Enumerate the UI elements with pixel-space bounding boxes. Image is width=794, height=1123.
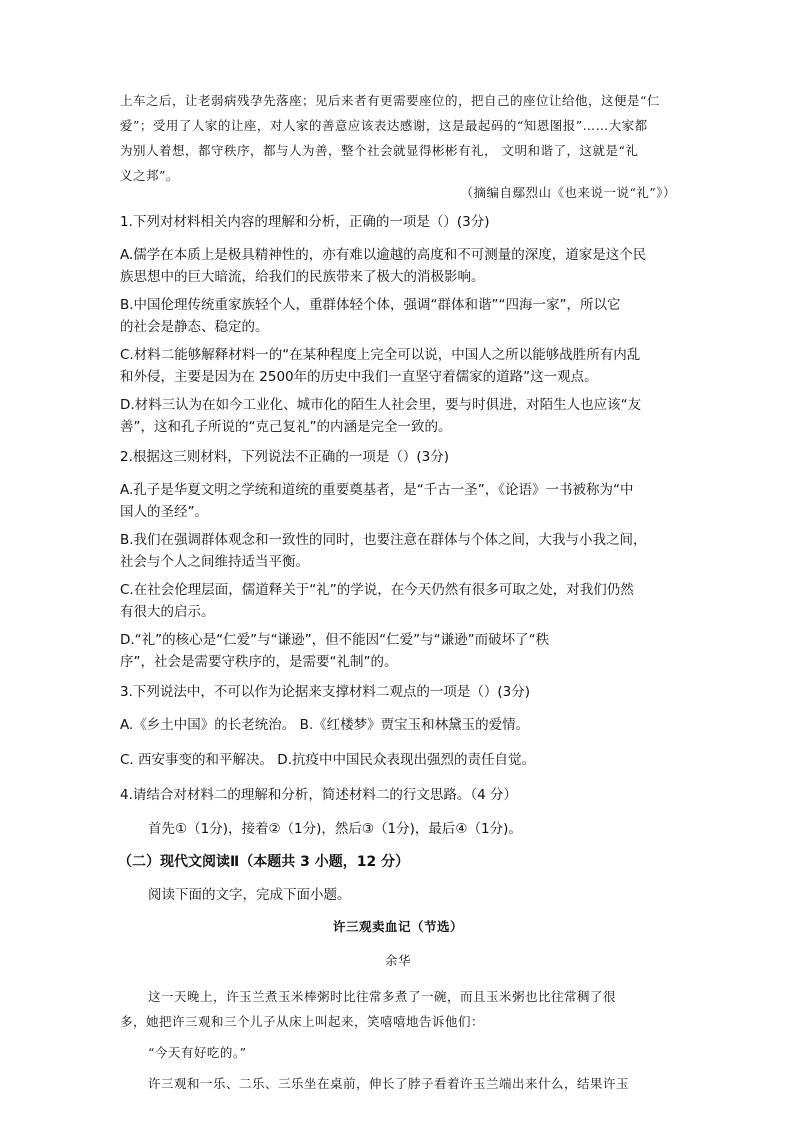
- question-1-option-a: [120, 244, 676, 288]
- story-paragraph-3: 许三观和一乐、二乐、三乐坐在桌前，伸长了脖子看着许玉兰端出来什么，结果许玉: [148, 1076, 630, 1091]
- option-line: B.中国伦理传统重家族轻个人，重群体轻个体，强调“群体和谐”“四海一家”，所以它: [120, 297, 621, 313]
- passage-line: 义之邦”。: [120, 168, 179, 183]
- option-line: A.孔子是华夏文明之学统和道统的重要奠基者，是“千古一圣”，《论语》一书被称为“中: [120, 482, 634, 498]
- story-paragraph-2: “今天有好吃的。”: [148, 1045, 247, 1060]
- option-line: 和外侵，主要是因为在 2500年的历史中我们一直坚守着儒家的道路”这一观点。: [120, 369, 598, 385]
- story-paragraph-1: [120, 984, 676, 1034]
- source-note: （摘编自鄢烈山《也来说一说“礼”》）: [460, 185, 676, 200]
- option-line: D.材料三认为在如今工业化、城市化的陌生人社会里，要与时俱进，对陌生人也应该“友: [120, 397, 642, 413]
- story-line: 这一天晚上，许玉兰煮玉米棒粥时比往常多煮了一碗，而且玉米粥也比往常稠了很: [148, 989, 617, 1004]
- section-heading: （二）现代文阅读Ⅱ（本题共 3 小题，12 分）: [118, 854, 410, 870]
- option-line: D.“礼”的核心是“仁爱”与“谦逊”，但不能因“仁爱”与“谦逊”而破坏了“秩: [120, 632, 550, 648]
- question-2-option-d: [120, 629, 676, 673]
- story-title: 许三观卖血记（节选）: [332, 919, 463, 934]
- question-2-stem: 2.根据这三则材料，下列说法不正确的一项是（）(3分): [120, 449, 450, 465]
- question-2-option-a: [120, 479, 676, 523]
- option-line: 序”，社会是需要守秩序的，是需要“礼制”的。: [120, 654, 398, 670]
- option-line: 的社会是静态、稳定的。: [120, 319, 269, 335]
- question-2-option-b: [120, 529, 676, 573]
- question-1-option-d: [120, 394, 676, 438]
- option-line: 社会与个人之间维持适当平衡。: [120, 554, 309, 570]
- passage-line: 上车之后，让老弱病残孕先落座；见后来者有更需要座位的，把自己的座位让给他，这便是“仁: [120, 93, 660, 108]
- passage-top: [120, 88, 676, 188]
- question-3-options-ab: A.《乡土中国》的长老统治。 B.《红楼梦》贾宝玉和林黛玉的爱情。: [120, 717, 530, 733]
- question-1-stem: 1.下列对材料相关内容的理解和分析，正确的一项是（）(3分): [120, 214, 490, 230]
- question-1-option-b: [120, 294, 676, 338]
- story-line: 多，她把许三观和三个儿子从床上叫起来，笑嘻嘻地告诉他们：: [120, 1014, 485, 1029]
- passage-line: 爱”；受用了人家的让座，对人家的善意应该表达感谢，这是最起码的“知恩图报”……大家都: [120, 118, 648, 133]
- option-line: B.我们在强调群体观念和一致性的同时，也要注意在群体与个体之间，大我与小我之间，: [120, 532, 647, 548]
- question-2-option-c: [120, 579, 676, 623]
- option-line: 族思想中的巨大暗流，给我们的民族带来了极大的消极影响。: [120, 269, 485, 285]
- option-line: 善”，这和孔子所说的“克己复礼”的内涵是完全一致的。: [120, 419, 452, 435]
- passage-line: 为别人着想，都守秩序，都与人为善，整个社会就显得彬彬有礼， 文明和谐了，这就是“礼: [120, 143, 639, 158]
- option-line: C.材料二能够解释材料一的“在某种程度上完全可以说，中国人之所以能够战胜所有内乱: [120, 347, 641, 363]
- question-3-options-cd: C. 西安事变的和平解决。 D.抗疫中中国民众表现出强烈的责任自觉。: [120, 752, 535, 768]
- question-3-stem: 3.下列说法中，不可以作为论据来支撑材料二观点的一项是（）(3分): [120, 684, 531, 700]
- question-4-stem: 4.请结合对材料二的理解和分析，简述材料二的行文思路。（4 分）: [120, 787, 518, 803]
- option-line: A.儒学在本质上是极具精神性的，亦有难以逾越的高度和不可测量的深度，道家是这个民: [120, 247, 647, 263]
- story-author: 余华: [384, 953, 411, 968]
- section-instruction: 阅读下面的文字，完成下面小题。: [148, 887, 351, 903]
- question-4-answer-hint: 首先①（1分)，接着②（1分)，然后③（1分)，最后④（1分)。: [148, 821, 522, 837]
- option-line: 有很大的启示。: [120, 604, 215, 620]
- question-1-option-c: [120, 344, 676, 388]
- option-line: C.在社会伦理层面，儒道释关于“礼”的学说，在今天仍然有很多可取之处，对我们仍然: [120, 582, 634, 598]
- option-line: 国人的圣经”。: [120, 504, 208, 520]
